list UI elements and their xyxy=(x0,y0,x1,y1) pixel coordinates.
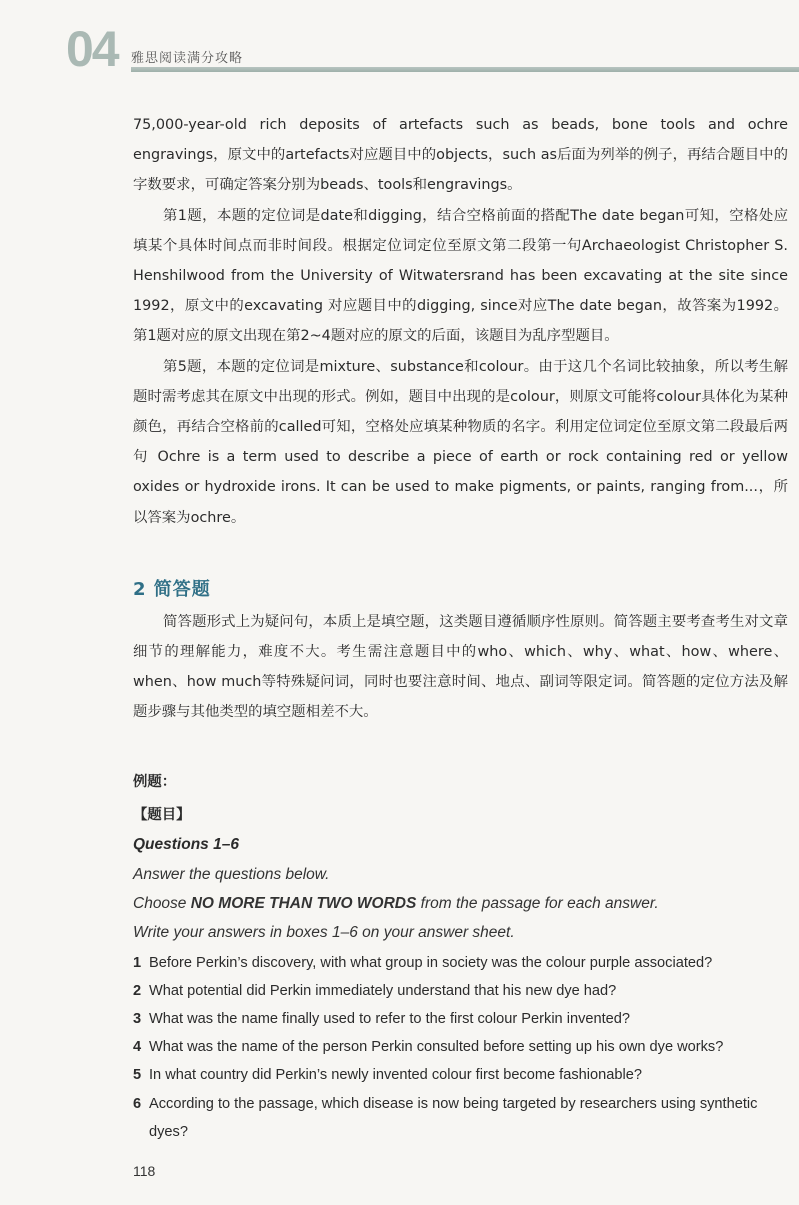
instruction-1: Answer the questions below. xyxy=(133,865,330,883)
section-title: 2 简答题 xyxy=(133,578,211,600)
question-bracket-label: 【题目】 xyxy=(133,806,191,823)
questions-heading: Questions 1–6 xyxy=(133,835,239,853)
question-text: What was the name of the person Perkin consulted before setting up his own dye works? xyxy=(149,1039,724,1056)
instruction-2-bold: NO MORE THAN TWO WORDS xyxy=(190,894,417,912)
question-item xyxy=(133,1090,788,1146)
chapter-title: 雅思阅读满分攻略 xyxy=(131,51,244,66)
question-item xyxy=(133,1033,788,1061)
question-item xyxy=(133,1061,788,1089)
instruction-3: Write your answers in boxes 1–6 on your answer sheet. xyxy=(133,923,515,941)
question-number: 5 xyxy=(133,1067,142,1084)
question-text: According to the passage, which disease is now being targeted by researchers using synthetic dyes? xyxy=(149,1095,758,1140)
page-number: 118 xyxy=(133,1163,156,1179)
question-number: 4 xyxy=(133,1039,142,1056)
question-text: What potential did Perkin immediately understand that his new dye had? xyxy=(149,982,617,999)
paragraph-2: 第1题，本题的定位词是date和digging，结合空格前面的搭配The date began可知，空格处应填某个具体时间点而非时间段。根据定位词定位至原文第二段第一句Archaeologist Christopher S. Henshilwood from the University of Witwatersrand has been excavating at the site since 1992，原文中的excavating 对应题目中的digging, since对应The date began，故答案为1992。第1题对应的原文出现在第2~4题对应的原文的后面，该题目为乱序型题目。 xyxy=(133,207,788,345)
example-label: 例题： xyxy=(133,773,177,790)
paragraph-3: 第5题，本题的定位词是mixture、substance和colour。由于这几个名词比较抽象，所以考生解题时需考虑其在原文中出现的形式。例如，题目中出现的是colour，则原文可能将colour具体化为某种颜色，再结合空格前的called可知，空格处应填某种物质的名字。利用定位词定位至原文第二段最后两句 Ochre is a term used to describe a piece of earth or rock containing red or yellow oxides or hydroxide irons. It can be used to make pigments, or paints, ranging from...，所以答案为ochre。 xyxy=(133,358,788,526)
question-item xyxy=(133,977,788,1005)
instruction-2-pre: Choose xyxy=(133,894,191,912)
question-list xyxy=(133,949,788,1146)
page-content xyxy=(133,110,788,1146)
paragraph-1: 75,000-year-old rich deposits of artefacts such as beads, bone tools and ochre engravings，原文中的artefacts对应题目中的objects，such as后面为列举的例子，再结合题目中的字数要求，可确定答案分别为beads、tools和engravings。 xyxy=(133,117,788,194)
chapter-number: 04 xyxy=(66,21,118,77)
question-text: In what country did Perkin’s newly invented colour first become fashionable? xyxy=(149,1067,642,1084)
header-rule xyxy=(131,67,799,72)
instruction-2-post: from the passage for each answer. xyxy=(416,894,659,912)
question-number: 2 xyxy=(133,982,142,999)
question-number: 6 xyxy=(133,1095,142,1112)
question-number: 3 xyxy=(133,1011,142,1028)
question-text: What was the name finally used to refer to the first colour Perkin invented? xyxy=(149,1011,631,1028)
question-item xyxy=(133,1005,788,1033)
instruction-2 xyxy=(133,889,788,918)
page-header xyxy=(0,0,799,80)
section-body: 简答题形式上为疑问句，本质上是填空题，这类题目遵循顺序性原则。简答题主要考查考生对文章细节的理解能力，难度不大。考生需注意题目中的who、which、why、what、how、where、when、how much等特殊疑问词，同时也要注意时间、地点、副词等限定词。简答题的定位方法及解题步骤与其他类型的填空题相差不大。 xyxy=(133,613,788,721)
question-text: Before Perkin’s discovery, with what group in society was the colour purple associated? xyxy=(149,954,713,971)
question-item xyxy=(133,949,788,977)
question-number: 1 xyxy=(133,954,142,971)
